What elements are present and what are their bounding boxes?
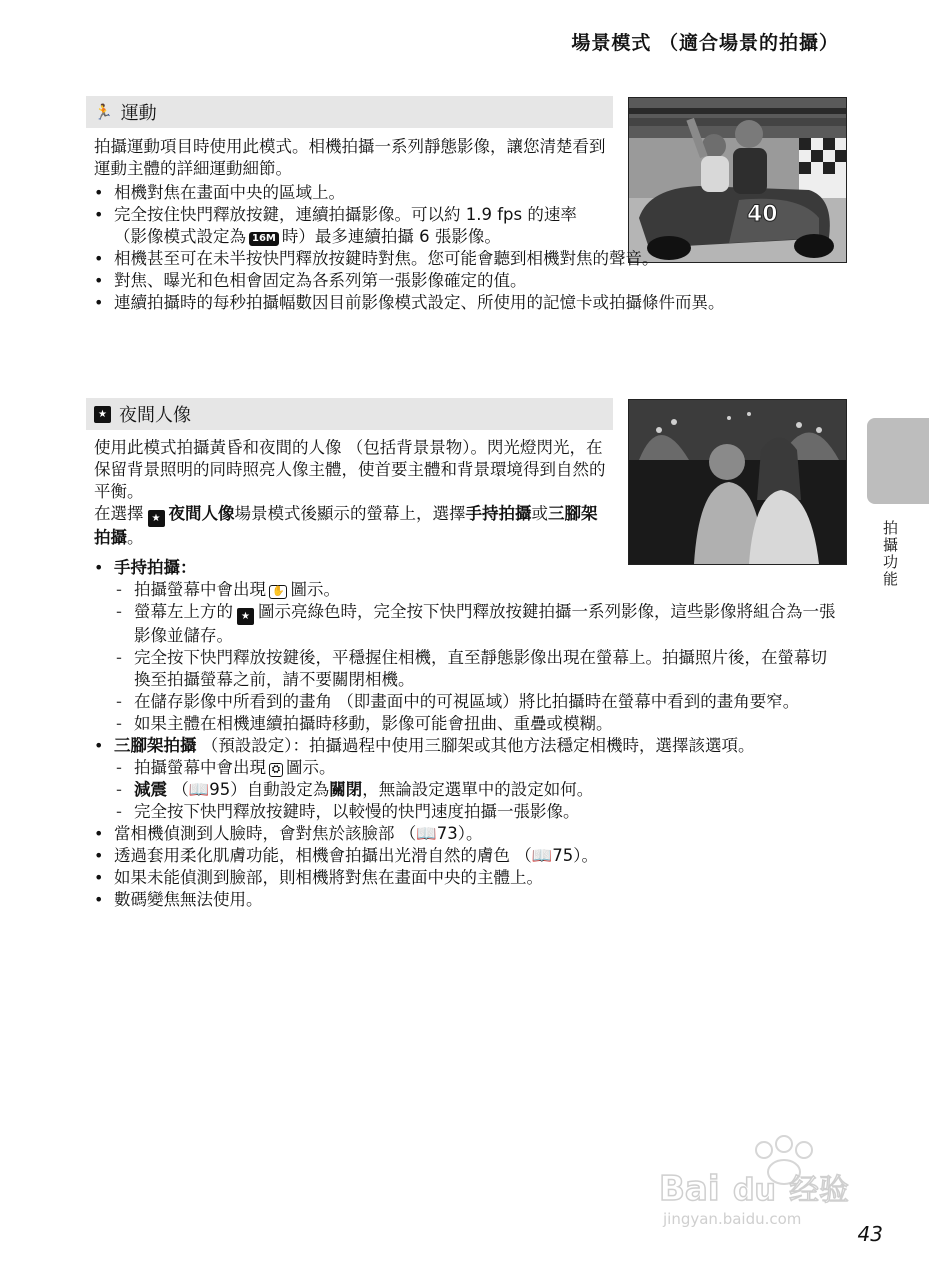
page-header-title: 場景模式 （適合場景的拍攝） [571, 32, 839, 54]
handheld-item-2: - 螢幕左上方的 ★ 圖示亮綠色時，完全按下快門釋放按鍵拍攝一系列影像，這些影像將組合為一張影像並儲存。 [114, 601, 839, 647]
sport-bullet-4: • 對焦、曝光和色相會固定為各系列第一張影像確定的值。 [94, 270, 844, 292]
page-number: 43 [857, 1222, 883, 1246]
tripod-item-2: - 減震 （📖95）自動設定為關閉，無論設定選單中的設定如何。 [114, 779, 839, 801]
watermark-cn: 经验 [789, 1173, 849, 1208]
night-portrait-icon: ★ [94, 406, 111, 423]
tripod-mode-icon: ⛭ [269, 763, 283, 777]
handheld-mode-icon: ✋ [269, 585, 287, 599]
night-bullet-zoom: • 數碼變焦無法使用。 [94, 889, 839, 911]
handheld-item-1: - 拍攝螢幕中會出現 ✋ 圖示。 [114, 579, 839, 601]
sport-bullet-1: • 相機對焦在畫面中央的區域上。 [94, 182, 844, 204]
night-portrait-title: 夜間人像 [119, 405, 191, 426]
chapter-side-label: 拍攝功能 [881, 520, 899, 588]
night-portrait-inline-icon: ★ [148, 510, 165, 527]
baidu-watermark [659, 1130, 869, 1230]
night-bullet-list [94, 557, 839, 911]
night-bullet-center: • 如果未能偵測到臉部，則相機將對焦在畫面中央的主體上。 [94, 867, 839, 889]
image-mode-16m-icon: 16M [249, 232, 279, 246]
handheld-item-4: - 在儲存影像中所看到的畫角 （即畫面中的可視區域）將比拍攝時在螢幕中看到的畫角要窄。 [114, 691, 839, 713]
section-night-portrait-header [86, 398, 613, 430]
night-bullet-face: • 當相機偵測到人臉時，會對焦於該臉部 （📖73）。 [94, 823, 839, 845]
night-select-instruction: 在選擇 ★ 夜間人像場景模式後顯示的螢幕上，選擇手持拍攝或三腳架拍攝。 [94, 504, 598, 547]
book-reference-icon: 📖 [188, 780, 210, 799]
sport-body [94, 136, 614, 180]
night-portrait-photo [628, 399, 847, 565]
section-sport-header [86, 96, 613, 128]
watermark-brand: Bai [659, 1169, 720, 1209]
handheld-sublist [114, 579, 839, 735]
night-portrait-status-icon: ★ [237, 608, 254, 625]
book-reference-icon: 📖 [531, 846, 553, 865]
sport-bullet-2: • 完全按住快門釋放按鍵，連續拍攝影像。可以約 1.9 fps 的速率 （影像模式設定為 16M 時）最多連續拍攝 6 張影像。 [94, 204, 604, 248]
sport-title: 運動 [120, 103, 157, 124]
night-bullet-skin: • 透過套用柔化肌膚功能，相機會拍攝出光滑自然的膚色 （📖75）。 [94, 845, 839, 867]
handheld-item-3: - 完全按下快門釋放按鍵後，平穩握住相機，直至靜態影像出現在螢幕上。拍攝照片後，在螢幕切換至拍攝螢幕之前，請不要關閉相機。 [114, 647, 839, 691]
night-bullet-tripod: • 三腳架拍攝 （預設設定）：拍攝過程中使用三腳架或其他方法穩定相機時，選擇該選項。 - 拍攝螢幕中會出現 ⛭ 圖示。 - 減震 （📖95）自動設定為關閉，無論設定選單中的設定如何。 - 完全按下快門釋放按鍵時，以較慢的快門速度拍攝一張影像。 [94, 735, 839, 823]
handheld-item-5: - 如果主體在相機連續拍攝時移動，影像可能會扭曲、重疊或模糊。 [114, 713, 839, 735]
night-intro: 使用此模式拍攝黃昏和夜間的人像 （包括背景景物）。閃光燈閃光，在保留背景照明的同時照亮人像主體，使首要主體和背景環境得到自然的平衡。 [94, 438, 606, 501]
night-bullet-handheld: • 手持拍攝： - 拍攝螢幕中會出現 ✋ 圖示。 - 螢幕左上方的 ★ 圖示亮綠色時，完全按下快門釋放按鍵拍攝一系列影像，這些影像將組合為一張影像並儲存。 - 完全按下快門釋放按鍵後，平穩握住相機，直至靜態影像出現在螢幕上。拍攝照片後，在螢幕切換至拍攝螢幕之前，請不要關閉相機。 - 在儲存影像中所看到的畫角 （即畫面中的可視區域）將比拍攝時在螢幕中看到的畫角要窄。 - 如果主體在相機連續拍攝時移動，影像可能會扭曲、重疊或模糊。 [94, 557, 839, 735]
tripod-item-3: - 完全按下快門釋放按鍵時，以較慢的快門速度拍攝一張影像。 [114, 801, 839, 823]
chapter-side-tab [867, 418, 929, 504]
book-reference-icon: 📖 [416, 824, 437, 843]
tripod-sublist [114, 757, 839, 823]
sport-intro: 拍攝運動項目時使用此模式。相機拍攝一系列靜態影像，讓您清楚看到運動主體的詳細運動細節。 [94, 137, 606, 178]
kart-number-40: 40 [747, 202, 778, 227]
sport-bullet-list [94, 182, 844, 314]
night-body [94, 437, 609, 549]
watermark-brand2: du [733, 1173, 776, 1208]
tripod-item-1: - 拍攝螢幕中會出現 ⛭ 圖示。 [114, 757, 839, 779]
sport-running-icon: 🏃 [94, 103, 113, 121]
sport-bullet-5: • 連續拍攝時的每秒拍攝幅數因目前影像模式設定、所使用的記憶卡或拍攝條件而異。 [94, 292, 834, 314]
sport-bullet-3: • 相機甚至可在未半按快門釋放按鍵時對焦。您可能會聽到相機對焦的聲音。 [94, 248, 844, 270]
watermark-url: jingyan.baidu.com [663, 1210, 802, 1228]
